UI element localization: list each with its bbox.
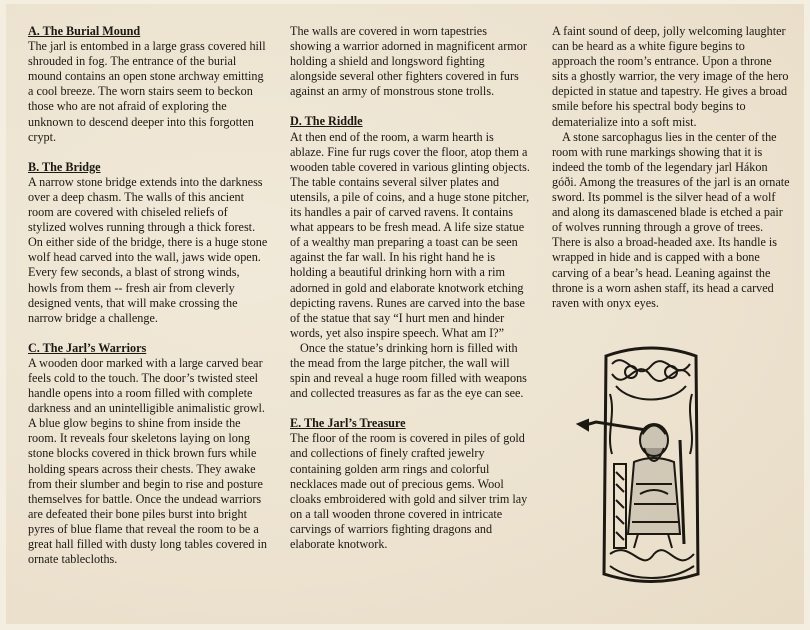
column-1 xyxy=(28,24,268,567)
section-e-heading: E. The Jarl’s Treasure xyxy=(290,416,406,431)
section-e-continued-text-1: A faint sound of deep, jolly welcoming laughter can be heard as a white figure begins to approach the room’s entrance. Upon a throne sits a ghostly warrior, the very image of the hero depicted in statue and tapestry. He gives a broad smile before his spectral body begins to dematerialize into a soft mist. xyxy=(552,24,789,129)
section-b-text: A narrow stone bridge extends into the darkness over a deep chasm. The walls of this ancient room are covered with chiseled reliefs of stylized wolves running through a thick forest. On either side of the bridge, there is a huge stone wolf head carved into the wall, jaws wide open. Every few seconds, a blast of strong winds, howls from them -- fresh air from cleverly designed vents, that will make crossing the narrow bridge a challenge. xyxy=(28,174,268,325)
section-a-heading: A. The Burial Mound xyxy=(28,24,141,38)
section-e-text: The floor of the room is covered in piles of gold and collections of finely crafted jewelry containing golden arm rings and colorful necklaces made out of precious gems. Wool cloaks embroidered with gold and silver trim lay on a tall wooden throne covered in intricate carvings of warriors fighting dragons and elaborate knotwork. xyxy=(290,431,528,551)
section-c-text-1: A wooden door marked with a large carved bear feels cold to the touch. The door’s twisted steel handle opens into a room filled with complete darkness and an unintelligible animalistic growl. xyxy=(28,355,265,416)
carved-warrior-panel-icon xyxy=(576,344,726,594)
section-d-heading: D. The Riddle xyxy=(290,114,363,129)
section-c-text-2: A blue glow begins to shine from inside the room. It reveals four skeletons laying on long stone blocks covered in thick brown furs while holding spears across their chests. They awake from their slumber and begin to rise and posture themselves for battle. Once the undead warriors are defeated their bone piles burst into bright pyres of blue flame that reveal the room to be a great hall filled with dusty long tables covered in ornate tablecloths. xyxy=(28,416,267,567)
column-3 xyxy=(552,24,790,311)
document-page xyxy=(6,4,804,624)
section-b-heading: B. The Bridge xyxy=(28,159,101,174)
section-d-text-2: Once the statue’s drinking horn is filled with the mead from the large pitcher, the wall will spin and reveal a huge room filled with weapons and collected treasures as far as the eye can see. xyxy=(290,340,527,401)
section-d-text-1: At then end of the room, a warm hearth is ablaze. Fine fur rugs cover the floor, atop them a wooden table covered in various glinting objects. The table contains several silver plates and utensils, a pile of coins, and a huge stone pitcher, its handles a pair of carved ravens. It contains what appears to be fresh mead. A life size statue of a wealthy man preparing a toast can be seen against the far wall. In his right hand he is holding a beautiful drinking horn with a rim adorned in gold and elaborate knotwork etching depicting ravens. Runes are carved into the base of the statue that say “I hurt men and hinder words, yet also inspire speech. What am I?” xyxy=(290,129,530,340)
section-a-text: The jarl is entombed in a large grass covered hill shrouded in fog. The entrance of the burial mound contains an open stone archway emitting a cool breeze. The worn stairs seem to beckon those who are not afraid of exploring the unknown to descend deeper into this forgotten crypt. xyxy=(28,39,266,144)
section-c-continued-text: The walls are covered in worn tapestries showing a warrior adorned in magnificent armor holding a shield and longsword fighting alongside several other fighters covered in furs against an army of monstrous stone trolls. xyxy=(290,24,527,99)
column-2 xyxy=(290,24,530,552)
section-e-continued-text-2: A stone sarcophagus lies in the center of the room with rune markings showing that it is indeed the tomb of the legendary jarl Hákon góði. Among the treasures of the jarl is an ornate sword. Its pommel is the silver head of a wolf and along its damascened blade is etched a pair of wolves running through a grove of trees. There is also a broad-headed axe. Its handle is wrapped in hide and is capped with a bone carving of a bear’s head. Leaning against the throne is a worn ashen staff, its head a carved raven with onyx eyes. xyxy=(552,129,790,310)
section-c-heading: C. The Jarl’s Warriors xyxy=(28,340,147,355)
